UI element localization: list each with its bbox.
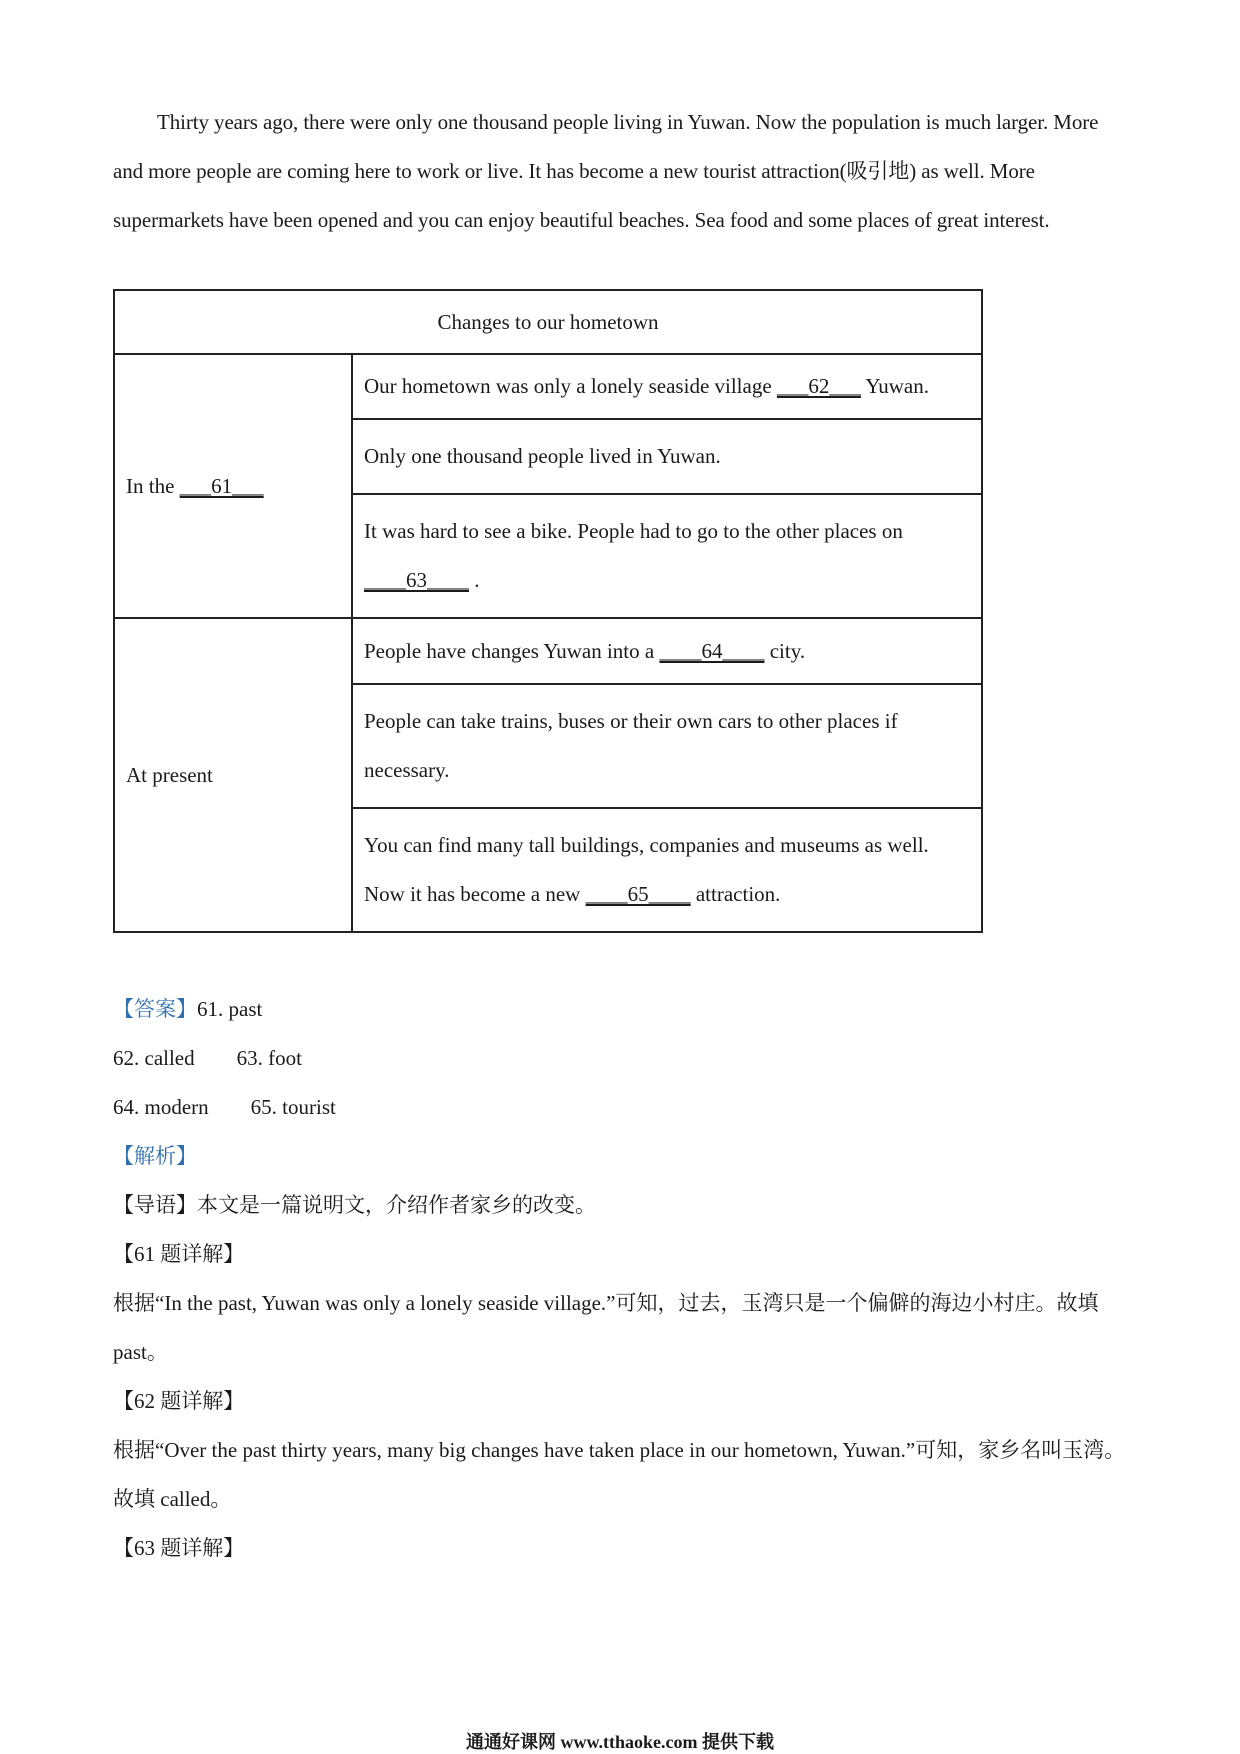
- present-row-3-line1: You can find many tall buildings, companies and museums as well.: [364, 833, 929, 857]
- past-row-1-end: Yuwan.: [860, 374, 929, 398]
- answer-63: 63. foot: [236, 1046, 302, 1070]
- analysis-label: 【解析】: [113, 1144, 197, 1168]
- answer-section: [113, 985, 1133, 1573]
- answer-line-3: [113, 1083, 1133, 1132]
- past-row-1-text: Our hometown was only a lonely seaside village: [364, 374, 777, 398]
- answer-61: 61. past: [197, 997, 263, 1021]
- present-row-3-text: Now it has become a new: [364, 882, 586, 906]
- blank-65: ____65____: [585, 882, 691, 906]
- past-label: [114, 354, 352, 618]
- passage-text: Thirty years ago, there were only one thousand people living in Yuwan. Now the population is much larger. More and more people are coming here to work or live. It has become a new tourist attraction(吸引地) as well. More supermarkets have been opened and you can enjoy beautiful beaches. Sea food and some places of great interest.: [113, 110, 1099, 232]
- blank-61: ___61___: [179, 473, 264, 498]
- present-row-3-end: attraction.: [690, 882, 781, 906]
- past-row-3: [352, 494, 982, 618]
- past-label-text: In the: [126, 473, 180, 498]
- q62-heading: 【62 题详解】: [113, 1389, 245, 1413]
- q63-heading: 【63 题详解】: [113, 1536, 245, 1560]
- present-row-1-end: city.: [764, 638, 806, 663]
- present-row-1: [352, 618, 982, 684]
- blank-64: ____64____: [659, 638, 765, 663]
- blank-63: ____63____: [364, 568, 469, 592]
- changes-table: [113, 289, 983, 933]
- passage: [113, 98, 1133, 245]
- present-row-2: People can take trains, buses or their own cars to other places if necessary.: [352, 684, 982, 808]
- q62-body: 根据“Over the past thirty years, many big changes have taken place in our hometown, Yuwan.”可知，家乡名叫玉湾。故填 called。: [113, 1438, 1126, 1511]
- past-row-3-text: It was hard to see a bike. People had to go to the other places on: [364, 519, 903, 543]
- answer-line-2: [113, 1034, 1133, 1083]
- past-row-2: Only one thousand people lived in Yuwan.: [352, 419, 982, 494]
- guide-text: 【导语】本文是一篇说明文，介绍作者家乡的改变。: [113, 1193, 596, 1217]
- footer-source: 通通好课网 www.tthaoke.com 提供下载: [466, 1732, 774, 1752]
- answer-label: 【答案】: [113, 997, 197, 1021]
- answer-64: 64. modern: [113, 1095, 209, 1119]
- blank-62: ___62___: [776, 374, 861, 398]
- q61-heading: 【61 题详解】: [113, 1242, 245, 1266]
- past-row-3-end: .: [469, 568, 480, 592]
- answer-62: 62. called: [113, 1046, 195, 1070]
- table-title: Changes to our hometown: [114, 290, 982, 354]
- q61-body: 根据“In the past, Yuwan was only a lonely seaside village.”可知，过去，玉湾只是一个偏僻的海边小村庄。故填 past。: [113, 1291, 1099, 1364]
- answer-65: 65. tourist: [250, 1095, 336, 1119]
- present-row-1-text: People have changes Yuwan into a: [364, 638, 660, 663]
- present-label: At present: [114, 618, 352, 932]
- answer-line-1: [113, 985, 1133, 1034]
- present-row-3: [352, 808, 982, 932]
- past-row-1: [352, 354, 982, 419]
